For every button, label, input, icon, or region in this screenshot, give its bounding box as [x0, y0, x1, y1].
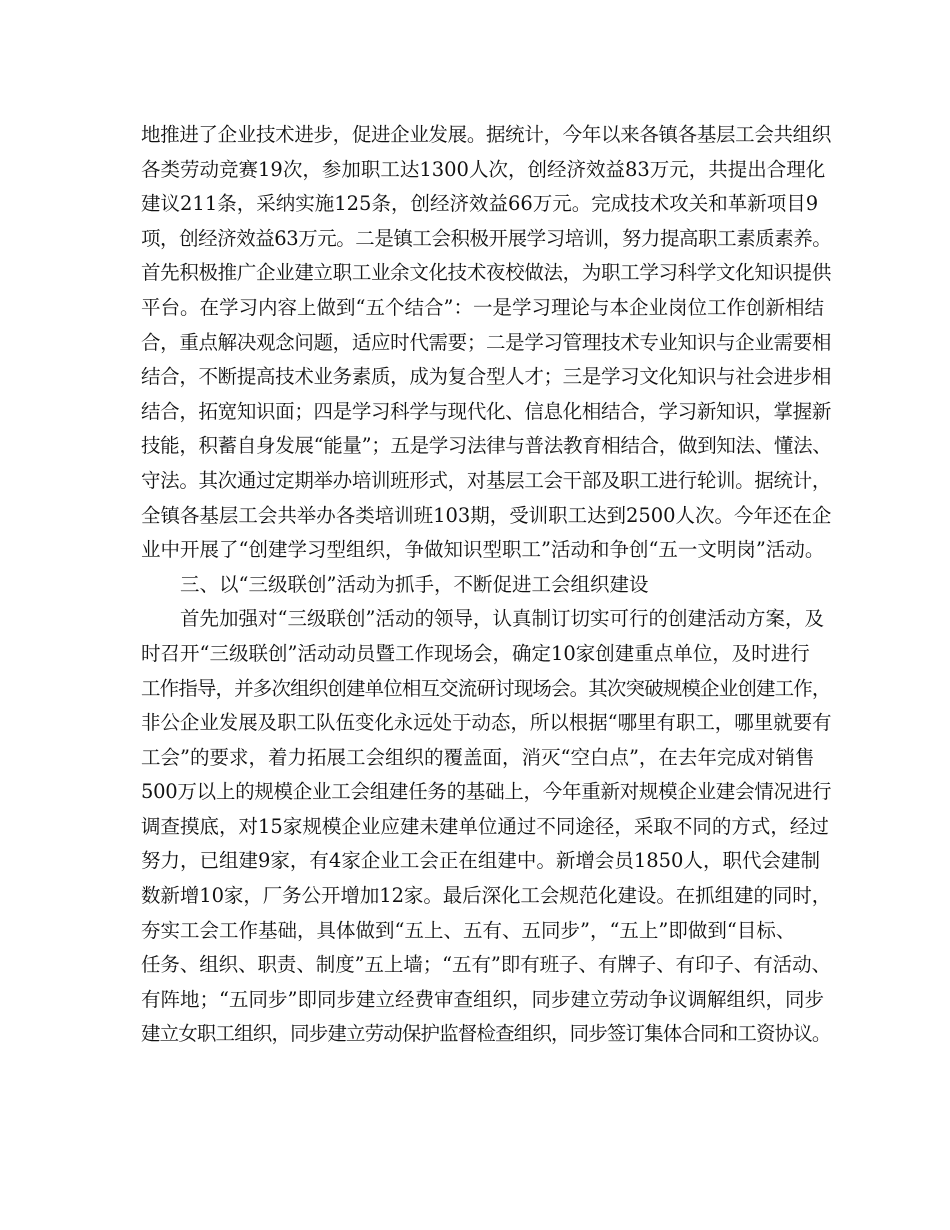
document-body [141, 118, 831, 1052]
text-line: 项，创经济效益63万元。二是镇工会积极开展学习培训，努力提高职工素质素养。 [141, 226, 832, 250]
text-line: 守法。其次通过定期举办培训班形式，对基层工会干部及职工进行轮训。据统计， [141, 468, 832, 492]
text-line: 500万以上的规模企业工会组建任务的基础上，今年重新对规模企业建会情况进行 [141, 780, 832, 804]
text-line: 有阵地；“五同步”即同步建立经费审查组织，同步建立劳动争议调解组织，同步 [141, 987, 824, 1011]
text-line: 建立女职工组织，同步建立劳动保护监督检查组织，同步签订集体合同和工资协议。 [141, 1022, 831, 1046]
text-line: 三、以“三级联创”活动为抓手，不断促进工会组织建设 [180, 572, 649, 596]
text-line: 任务、组织、职责、制度”五上墙；“五有”即有班子、有牌子、有印子、有活动、 [141, 953, 831, 977]
text-line: 调查摸底，对15家规模企业应建未建单位通过不同途径，采取不同的方式，经过 [141, 814, 829, 838]
text-line: 数新增10家，厂务公开增加12家。最后深化工会规范化建设。在抓组建的同时， [141, 884, 832, 908]
text-line: 地推进了企业技术进步，促进企业发展。据统计，今年以来各镇各基层工会共组织 [141, 123, 832, 146]
text-line: 非公企业发展及职工队伍变化永远处于动态，所以根据“哪里有职工，哪里就要有 [141, 711, 832, 735]
text-line: 全镇各基层工会共举办各类培训班103期，受训职工达到2500人次。今年还在企 [141, 503, 832, 527]
text-line: 建议211条，采纳实施125条，创经济效益66万元。完成技术攻关和革新项目9 [141, 192, 819, 216]
text-line: 时召开“三级联创”活动动员暨工作现场会，确定10家创建重点单位，及时进行 [141, 641, 810, 665]
text-line: 努力，已组建9家，有4家企业工会正在组建中。新增会员1850人，职代会建制 [141, 849, 820, 873]
text-line: 结合，不断提高技术业务素质，成为复合型人才；三是学习文化知识与社会进步相 [141, 365, 832, 389]
text-line: 技能，积蓄自身发展“能量”；五是学习法律与普法教育相结合，做到知法、懂法、 [141, 434, 832, 458]
text-line: 各类劳动竞赛19次，参加职工达1300人次，创经济效益83万元，共提出合理化 [141, 157, 826, 181]
text-line: 合，重点解决观念问题，适应时代需要；二是学习管理技术专业知识与企业需要相 [141, 330, 832, 354]
text-line: 工作指导，并多次组织创建单位相互交流研讨现场会。其次突破规模企业创建工作， [141, 676, 831, 700]
text-line: 平台。在学习内容上做到“五个结合”：一是学习理论与本企业岗位工作创新相结 [141, 295, 824, 319]
text-line: 首先积极推广企业建立职工业余文化技术夜校做法，为职工学习科学文化知识提供 [141, 261, 832, 285]
text-line: 结合，拓宽知识面；四是学习科学与现代化、信息化相结合，学习新知识，掌握新 [141, 399, 832, 423]
text-line: 夯实工会工作基础，具体做到“五上、五有、五同步”，“五上”即做到“目标、 [141, 918, 796, 942]
text-line: 首先加强对“三级联创”活动的领导，认真制订切实可行的创建活动方案，及 [180, 607, 824, 631]
text-line: 工会”的要求，着力拓展工会组织的覆盖面，消灭“空白点”，在去年完成对销售 [141, 745, 815, 769]
text-line: 业中开展了“创建学习型组织，争做知识型职工”活动和争创“五一文明岗”活动。 [141, 538, 825, 562]
